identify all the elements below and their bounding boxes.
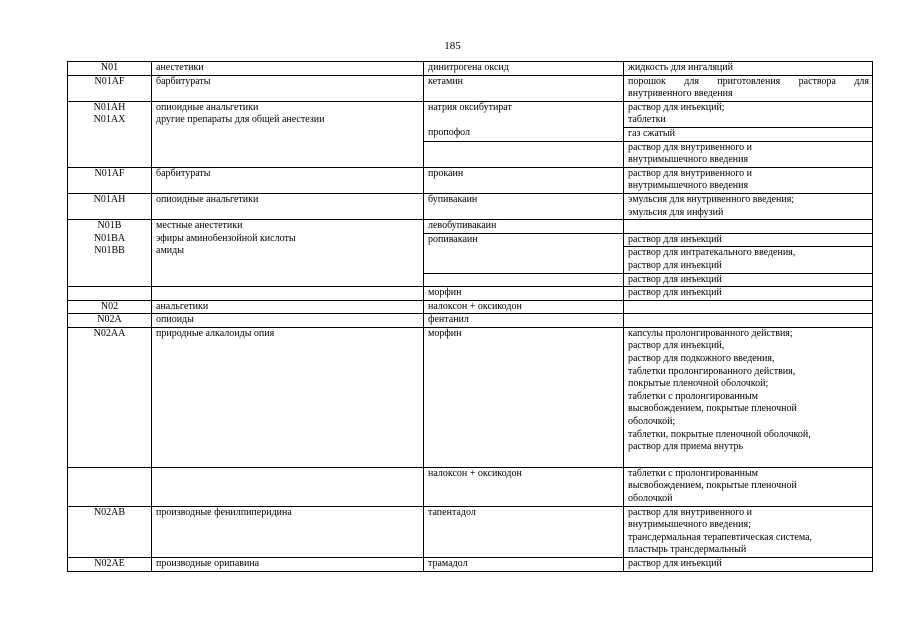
atc-code: N02AA — [68, 327, 152, 467]
table-row — [68, 75, 873, 101]
drug-table — [67, 61, 873, 572]
atc-code: N01B N01BA N01BB — [68, 220, 152, 287]
drug-name — [424, 141, 624, 167]
dosage-form: раствор для внутривенного и внутримышечного введения — [624, 141, 873, 167]
drug-name: морфин — [424, 327, 624, 467]
dosage-form: раствор для инъекций — [624, 557, 873, 571]
group-name: опиоидные анальгетики — [152, 193, 424, 219]
atc-code: N01AF — [68, 75, 152, 101]
table-row — [68, 314, 873, 328]
group-name: барбитураты — [152, 75, 424, 101]
drug-name — [424, 247, 624, 273]
table-row — [68, 327, 873, 467]
drug-name: налоксон + оксикодон — [424, 467, 624, 506]
drug-name: ропивакаин — [424, 233, 624, 247]
dosage-form: жидкость для ингаляций — [624, 62, 873, 76]
dosage-form: порошок для приготовления раствора для внутривенного введения — [624, 75, 873, 101]
atc-code: N01AH N01AX — [68, 101, 152, 167]
group-name: анальгетики — [152, 300, 424, 314]
table-row — [68, 300, 873, 314]
dosage-form — [624, 220, 873, 234]
atc-code: N02 — [68, 300, 152, 314]
atc-code: N01AF — [68, 167, 152, 193]
drug-name: динитрогена оксид — [424, 62, 624, 76]
dosage-form: раствор для внутривенного и внутримышечного введения — [624, 167, 873, 193]
drug-name: бупивакаин — [424, 193, 624, 219]
table-row — [68, 101, 873, 127]
drug-name: морфин — [424, 287, 624, 301]
dosage-form: эмульсия для внутривенного введения; эмульсия для инфузий — [624, 193, 873, 219]
dosage-form: раствор для внутривенного и внутримышечного введения; трансдермальная терапевтическая система, пластырь трансдермальный — [624, 506, 873, 557]
table-row — [68, 467, 873, 506]
dosage-form: газ сжатый — [624, 127, 873, 141]
dosage-form: раствор для инъекций — [624, 287, 873, 301]
group-name: анестетики — [152, 62, 424, 76]
atc-code: N02AB — [68, 506, 152, 557]
group-name — [152, 467, 424, 506]
group-name: местные анестетики эфиры аминобензойной кислоты амиды — [152, 220, 424, 287]
atc-code — [68, 467, 152, 506]
drug-name: налоксон + оксикодон — [424, 300, 624, 314]
table-row — [68, 62, 873, 76]
table-row — [68, 506, 873, 557]
group-name: опиоиды — [152, 314, 424, 328]
group-name: производные орипавина — [152, 557, 424, 571]
dosage-form: раствор для инъекций; таблетки — [624, 101, 873, 127]
group-name: барбитураты — [152, 167, 424, 193]
dosage-form: капсулы пролонгированного действия; раствор для инъекций, раствор для подкожного введения, таблетки пролонгированного действия, покрытые пленочной оболочкой; таблетки с пролонгированным высвобождением, покрытые пленочной оболочкой; таблетки, покрытые пленочной оболочкой, раствор для приема внутрь — [624, 327, 873, 467]
dosage-form: раствор для инъекций — [624, 273, 873, 287]
atc-code: N01 — [68, 62, 152, 76]
atc-code: N02A — [68, 314, 152, 328]
table-row — [68, 287, 873, 301]
drug-name: левобупивакаин — [424, 220, 624, 234]
group-name: природные алкалоиды опия — [152, 327, 424, 467]
drug-name: кетамин — [424, 75, 624, 101]
group-name: производные фенилпиперидина — [152, 506, 424, 557]
drug-name: прокаин — [424, 167, 624, 193]
drug-name: натрия оксибутират — [424, 101, 624, 127]
atc-code — [68, 287, 152, 301]
page-number: 185 — [444, 40, 461, 52]
table-row — [68, 193, 873, 219]
table-row — [68, 220, 873, 234]
dosage-form: таблетки с пролонгированным высвобождением, покрытые пленочной оболочкой — [624, 467, 873, 506]
drug-name: фентанил — [424, 314, 624, 328]
dosage-form — [624, 314, 873, 328]
drug-name: трамадол — [424, 557, 624, 571]
table-row — [68, 557, 873, 571]
atc-code: N02AE — [68, 557, 152, 571]
dosage-form: раствор для интратекального введения, раствор для инъекций — [624, 247, 873, 273]
table-row — [68, 167, 873, 193]
atc-code: N01AH — [68, 193, 152, 219]
drug-name: тапентадол — [424, 506, 624, 557]
dosage-form: раствор для инъекций — [624, 233, 873, 247]
drug-name: пропофол — [424, 127, 624, 141]
group-name: опиоидные анальгетики другие препараты для общей анестезии — [152, 101, 424, 167]
drug-name — [424, 273, 624, 287]
group-name — [152, 287, 424, 301]
dosage-form — [624, 300, 873, 314]
